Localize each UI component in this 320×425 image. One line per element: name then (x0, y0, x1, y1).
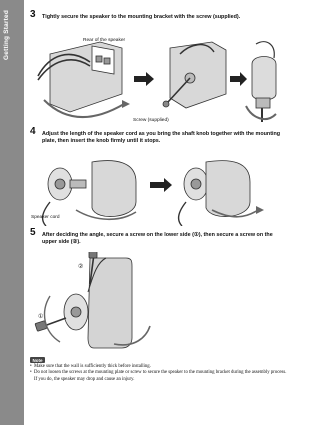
mounted-speaker-illustration (246, 42, 276, 122)
section-side-tab (0, 0, 24, 425)
callout-screw-supplied: Screw (supplied) (133, 118, 169, 123)
step-number: 4 (30, 126, 36, 137)
marker-1: ① (38, 314, 44, 320)
arrow-icon (150, 178, 172, 192)
figure-step-4 (36, 152, 280, 226)
note-item: • Do not loosen the screws at the mounting plate or screw to secure the speaker to the mounting bracket during the assembly process. If you do, the speaker may drop and cause an injury. (30, 370, 288, 383)
note-item: • Make sure that the wall is sufficiently thick before installing. (30, 364, 288, 370)
speaker-cord-attached-illustration (179, 161, 264, 226)
step-number: 3 (30, 9, 36, 20)
arrow-icon (230, 72, 247, 86)
callout-speaker-cord: Speaker cord (31, 215, 60, 220)
step-instruction: Tightly secure the speaker to the mounting bracket with the screw (supplied). (42, 14, 241, 20)
step-3 (30, 9, 286, 26)
speaker-rear-illustration (38, 42, 130, 117)
figure-step-3 (30, 34, 280, 126)
step-5 (30, 227, 286, 248)
callout-rear-of-speaker: Rear of the speaker (83, 38, 126, 43)
step-4 (30, 126, 286, 147)
note-list (30, 364, 288, 383)
step-number: 5 (30, 227, 36, 238)
section-label: Getting Started (3, 10, 10, 60)
marker-2: ② (78, 264, 84, 270)
speaker-angle-illustration (35, 252, 150, 348)
step-instruction: After deciding the angle, secure a screw on the lower side (①), then secure a screw on the upper side (②). (42, 232, 273, 245)
note-badge: Note (30, 357, 45, 363)
speaker-screw-illustration (163, 42, 226, 108)
figure-step-5 (34, 252, 154, 352)
step-instruction: Adjust the length of the speaker cord as you bring the shaft knob together with the mounting plate, then insert the knob firmly until it stops. (42, 131, 281, 144)
arrow-icon (134, 72, 154, 86)
